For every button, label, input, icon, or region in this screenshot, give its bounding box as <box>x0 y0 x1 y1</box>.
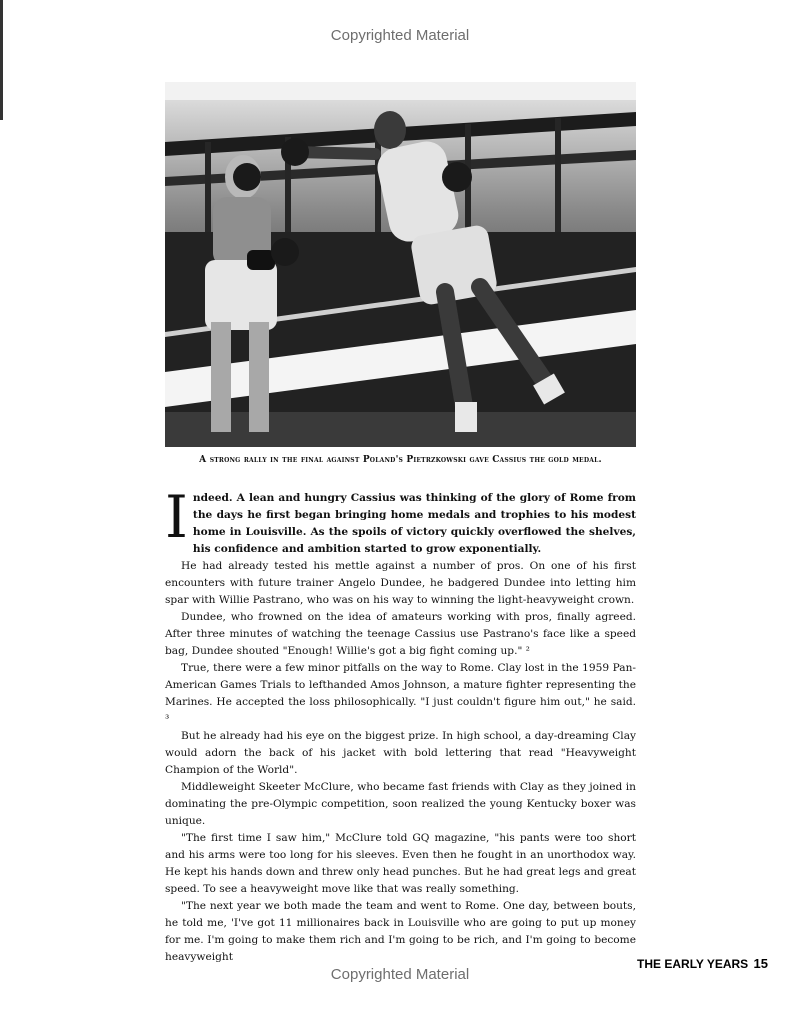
article-paragraph-8: "The next year we both made the team and went to Rome. One day, between bouts, he told me, 'I've got 11 millionaires back in Louisville who are going to put up money for me. I'm going to make them rich and I'm going to be rich, and I'm going to become heavyweight <box>165 900 636 963</box>
article-paragraph-3: Dundee, who frowned on the idea of amateurs working with pros, finally agreed. After three minutes of watching the teenage Cassius use Pastrano's face like a speed bag, Dundee shouted "Enough! Willie's got a big fight coming up." ² <box>165 611 636 657</box>
drop-cap: I <box>165 483 188 551</box>
photo-caption: A strong rally in the final against Poland's Pietrzkowski gave Cassius the gold medal. <box>199 455 602 465</box>
watermark-top: Copyrighted Material <box>330 27 470 44</box>
article-paragraph-5: But he already had his eye on the biggest prize. In high school, a day-dreaming Clay would adorn the back of his jacket with bold lettering that read "Heavyweight Champion of the World". <box>165 730 636 776</box>
article-paragraph-7: "The first time I saw him," McClure told GQ magazine, "his pants were too short and his arms were too long for his sleeves. Even then he fought in an unorthodox way. He kept his hands down and threw only head punches. But he had great legs and great speed. To see a heavyweight move like that was really something. <box>165 832 636 895</box>
page-number: 15 <box>753 956 768 971</box>
watermark-bottom: Copyrighted Material <box>330 966 470 983</box>
article-paragraph-2: He had already tested his mettle against a number of pros. On one of his first encounters with future trainer Angelo Dundee, he badgered Dundee into letting him spar with Willie Pastrano, who was on his way to winning the light-heavyweight crown. <box>165 560 636 606</box>
boxing-photo <box>165 82 636 447</box>
article-paragraph-1 <box>165 483 636 558</box>
article-paragraph-6: Middleweight Skeeter McClure, who became fast friends with Clay as they joined in dominating the pre-Olympic competition, soon realized the young Kentucky boxer was unique. <box>165 781 636 827</box>
article-paragraph-4: True, there were a few minor pitfalls on the way to Rome. Clay lost in the 1959 Pan-American Games Trials to lefthanded Amos Johnson, a mature fighter representing the Marines. He accepted the loss philosophically. "I just couldn't figure him out," he said. ³ <box>165 662 636 725</box>
section-title: THE EARLY YEARS <box>637 957 749 971</box>
boxing-photo-illustration <box>165 82 636 447</box>
paragraph-text: ndeed. A lean and hungry Cassius was thinking of the glory of Rome from the days he first began bringing home medals and trophies to his modest home in Louisville. As the spoils of victory quickly overflowed the shelves, his confidence and ambition started to grow exponentially. <box>192 492 636 555</box>
page-edge-shadow <box>0 0 3 120</box>
article-body <box>165 483 636 966</box>
